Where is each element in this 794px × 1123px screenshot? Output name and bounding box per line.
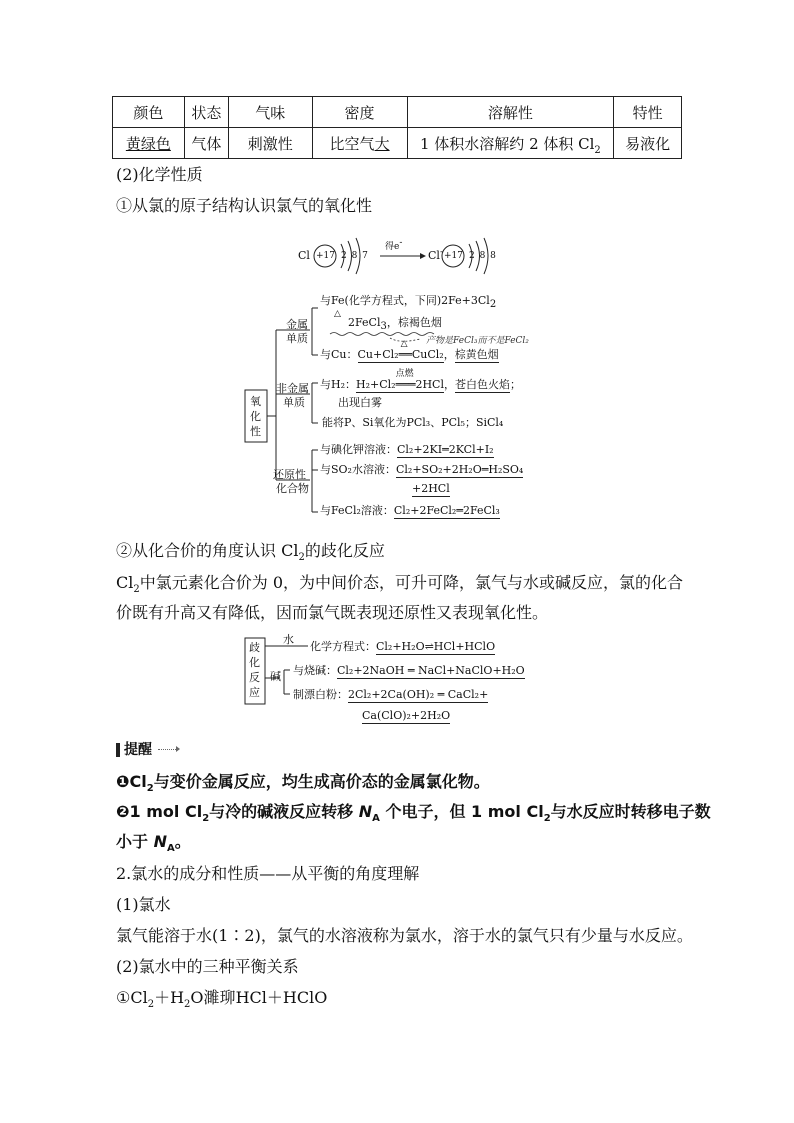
tip-header (116, 740, 196, 760)
p-si-line: 能将P、Si氧化为PCl₃、PCl₅；SiCl₄ (322, 416, 504, 429)
dispro-root-1: 歧 (249, 641, 260, 654)
fe-line: 与Fe(化学方程式，下同)$2Fe+3Cl_2$ (320, 294, 497, 311)
fe-handwritten-note: 产物是FeCl₃而不是FeCl₂ (426, 336, 529, 346)
paragraph-chlorine-water: 氯气能溶于水(1∶2)，氯气的水溶液称为氯水，溶于水的氯气只有少量与水反应。 (116, 926, 693, 945)
label-nonmetal-2: 单质 (283, 396, 305, 409)
subsection-chlorine-water: (1)氯水 (116, 895, 171, 914)
label-nonmetal-1: 非金属 (276, 382, 309, 395)
h2-line: 与H₂：H₂+Cl₂ 点燃 ═══2HCl，苍白色火焰； (320, 369, 521, 391)
cu-line: 与Cu：Cu+Cl₂ △ ══CuCl₂，棕黄色烟 (320, 339, 499, 361)
cell-feature: 易液化 (614, 128, 682, 159)
atom-left-nucleus: +17 (316, 251, 335, 261)
label-reducing-1: 还原性 (273, 468, 306, 481)
tip-arrow-icon (176, 746, 180, 752)
fe-product: 2FeCl$_3$，棕褐色烟 (348, 316, 442, 333)
label-reducing-2: 化合物 (276, 482, 309, 495)
oxid-root-1: 氧 (250, 395, 261, 408)
atom-right-nucleus: +17 (444, 251, 463, 261)
section-chemical-properties: (2)化学性质 (116, 165, 203, 184)
cell-color: 黄绿色 (113, 128, 185, 159)
header-feature: 特性 (614, 97, 682, 128)
dispro-water-label: 水 (283, 633, 294, 646)
header-state: 状态 (184, 97, 228, 128)
atom-arrow-label: 得e- (385, 238, 403, 252)
subsection-equilibria: (2)氯水中的三种平衡关系 (116, 957, 299, 976)
tip-2-line2: 小于 $N_A$。 (116, 832, 191, 855)
header-color: 颜色 (113, 97, 185, 128)
dispro-bleach-line: 制漂白粉：2Cl₂+2Ca(OH)₂ ═ CaCl₂+ (293, 688, 489, 701)
dispro-naoh-line: 与烧碱：Cl₂+2NaOH ═ NaCl+NaClO+H₂O (293, 664, 525, 677)
dispro-root-2: 化 (249, 656, 260, 669)
cell-smell: 刺激性 (229, 128, 312, 159)
dispro-root-4: 应 (249, 686, 260, 699)
dispro-water-line: 化学方程式：Cl₂+H₂O⇌HCl+HClO (310, 640, 496, 653)
section-chlorine-water: 2.氯水的成分和性质——从平衡的角度理解 (116, 864, 420, 883)
equilibrium-1: $①Cl_2+H_2O$濉珋HCl＋HClO (116, 988, 328, 1011)
label-metal-2: 单质 (286, 332, 308, 345)
ki-line: 与碘化钾溶液：Cl₂+2KI═2KCl+I₂ (320, 443, 494, 456)
tip-1: $❶Cl_2$与变价金属反应，均生成高价态的金属氯化物。 (116, 772, 490, 795)
subsection-atom-structure: ①从氯的原子结构认识氯气的氧化性 (116, 196, 373, 215)
header-solubility: 溶解性 (407, 97, 614, 128)
fe-condition: △ (334, 309, 341, 319)
dispro-bleach-line2: Ca(ClO)₂+2H₂O (362, 709, 451, 722)
subsection-disproportionation: ②从化合价的角度认识 $Cl_2$的歧化反应 (116, 541, 385, 564)
atom-right-shells: 2 8 8 (469, 251, 497, 261)
tip-bar-icon (116, 743, 120, 757)
h2-obs2: 出现白雾 (338, 396, 382, 409)
tip-title: 提醒 (124, 742, 152, 758)
cell-solubility: 1 体积水溶解约 2 体积 $Cl_2$ (407, 128, 614, 159)
cell-density: 比空气大 (312, 128, 407, 159)
tip-2-line1: ❷1 mol $Cl_2$与冷的碱液反应转移 $N_A$ 个电子，但 1 mol $Cl_2$与水反应时转移电子数 (116, 802, 711, 825)
oxid-root-2: 化 (250, 410, 261, 423)
header-density: 密度 (312, 97, 407, 128)
atom-left-symbol: Cl (298, 249, 310, 262)
paragraph-valence-line1: $Cl_2$中氯元素化合价为 0，为中间价态，可升可降，氯气与水或碱反应，氯的化合 (116, 573, 684, 596)
tip-dotted-icon (158, 749, 176, 750)
cell-state: 气体 (184, 128, 228, 159)
atom-right-symbol: Cl- (428, 247, 443, 262)
so2-line: 与SO₂水溶液：Cl₂+SO₂+2H₂O═H₂SO₄ (320, 463, 524, 476)
paragraph-valence-line2: 价既有升高又有降低，因而氯气既表现还原性又表现氧化性。 (116, 603, 549, 622)
label-metal-1: 金属 (286, 318, 308, 331)
oxid-root-3: 性 (250, 425, 261, 438)
header-smell: 气味 (229, 97, 312, 128)
dispro-root-3: 反 (249, 671, 260, 684)
so2-line2: +2HCl (412, 482, 450, 495)
atom-left-shells: 2 8 7 (341, 251, 369, 261)
fecl2-line: 与FeCl₂溶液：Cl₂+2FeCl₂═2FeCl₃ (320, 504, 500, 517)
dispro-alkali-label: 碱 (270, 670, 281, 683)
